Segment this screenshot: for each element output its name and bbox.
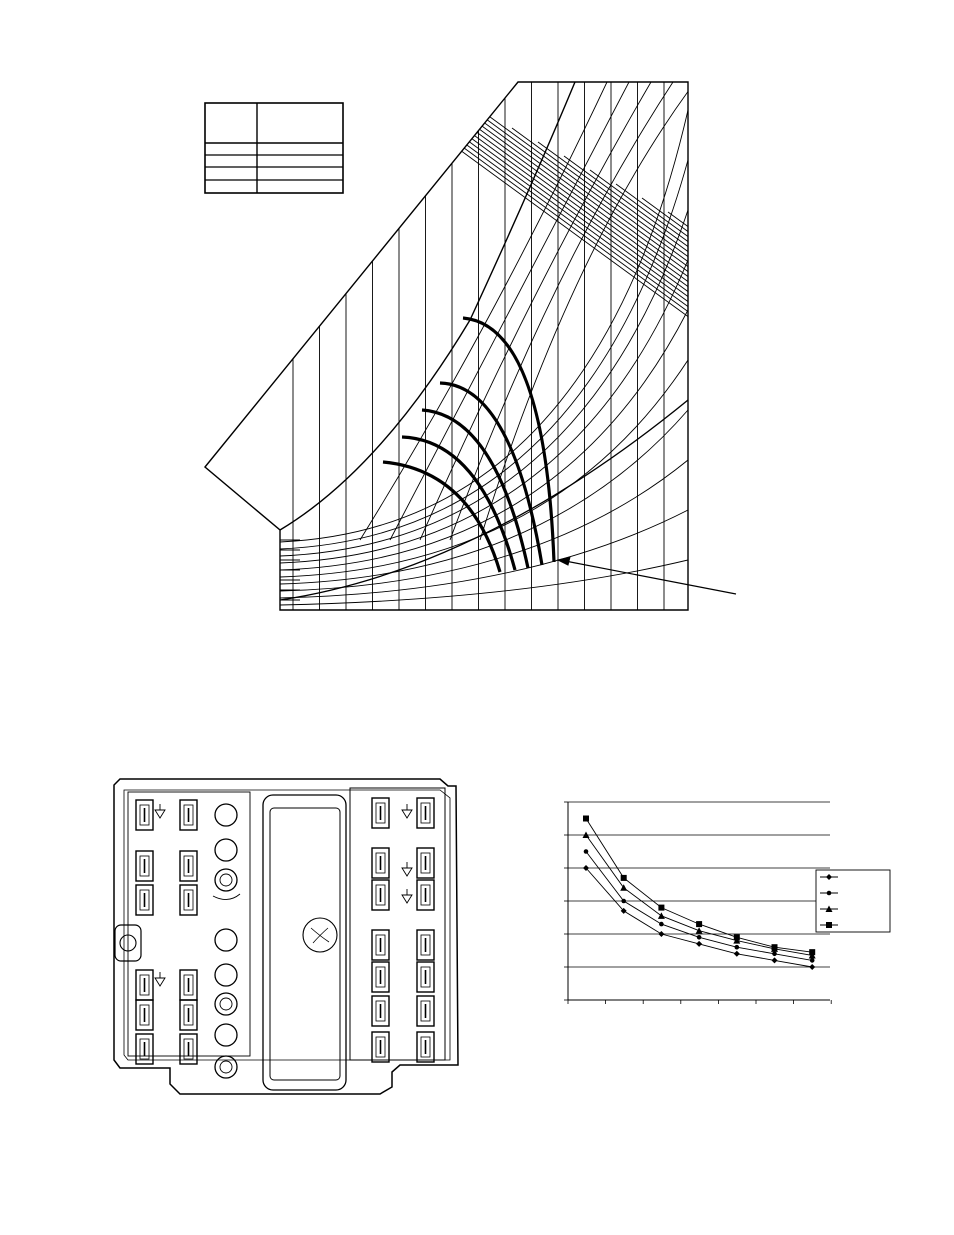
- series-1: [583, 865, 815, 970]
- right-terminal-outer: [417, 996, 434, 1026]
- left-terminal-inner: [180, 1034, 197, 1064]
- left-terminal-inner: [180, 1000, 197, 1030]
- enthalpy-line: [278, 2, 798, 382]
- legend-marker: [826, 922, 832, 928]
- series-point: [620, 884, 627, 891]
- series-point: [772, 944, 778, 950]
- screw-terminal-icon: [215, 929, 237, 951]
- process-curve-3: [422, 410, 528, 568]
- enthalpy-line: [330, 30, 850, 410]
- left-terminal: [136, 1034, 153, 1064]
- series-point: [697, 935, 702, 940]
- wet-bulb-curve: [360, 82, 607, 540]
- rotation-arrow-icon: [213, 894, 240, 900]
- right-terminal: [372, 848, 389, 878]
- right-terminal: [372, 1032, 389, 1062]
- left-terminal-inner: [180, 885, 197, 915]
- right-terminal-strip: [350, 788, 445, 1060]
- ground-arrow-icon: [402, 804, 412, 818]
- enthalpy-line: [720, 240, 954, 620]
- rh-curve: [280, 360, 688, 577]
- series-point: [696, 941, 702, 947]
- wet-bulb-curve: [480, 82, 695, 540]
- enthalpy-line: [486, 114, 954, 494]
- series-point: [696, 921, 702, 927]
- series-point: [735, 945, 740, 950]
- right-terminal-outer: [417, 848, 434, 878]
- series-point: [658, 931, 664, 937]
- screw-terminal-icon: [215, 804, 237, 826]
- enthalpy-line: [668, 212, 954, 592]
- series-point: [809, 949, 815, 955]
- comfort-arc: [280, 400, 688, 600]
- control-board: [114, 779, 458, 1094]
- right-terminal-outer: [417, 1032, 434, 1062]
- left-terminal: [136, 800, 153, 830]
- left-terminal: [136, 970, 153, 1000]
- right-terminal: [372, 880, 389, 910]
- process-curve-1: [383, 462, 500, 572]
- right-terminal: [372, 930, 389, 960]
- series-point: [584, 849, 589, 854]
- series-point: [809, 964, 815, 970]
- screw-terminal-icon: [215, 1024, 237, 1046]
- enthalpy-line: [512, 128, 954, 508]
- series-point: [621, 875, 627, 881]
- chart-outline: [205, 82, 688, 610]
- enthalpy-line: [642, 198, 954, 578]
- series-point: [772, 952, 777, 957]
- board-outline: [114, 779, 458, 1094]
- series-point: [659, 922, 664, 927]
- screw-terminal-icon: [215, 1056, 237, 1078]
- enthalpy-line: [694, 226, 954, 606]
- series-point: [658, 912, 665, 919]
- rh-curve: [280, 460, 688, 591]
- ground-arrow-icon: [155, 804, 165, 818]
- callout-arrow-head: [558, 557, 570, 565]
- enthalpy-line: [590, 170, 954, 550]
- left-terminal-inner: [180, 800, 197, 830]
- screw-terminal-icon: [215, 839, 237, 861]
- series-point: [583, 816, 589, 822]
- right-terminal: [372, 798, 389, 828]
- right-terminal: [372, 962, 389, 992]
- left-terminal: [136, 885, 153, 915]
- rh-curve: [280, 260, 688, 563]
- screw-terminal-icon: [215, 993, 237, 1015]
- enthalpy-line: [226, 0, 746, 354]
- right-terminal-outer: [417, 798, 434, 828]
- ground-arrow-icon: [402, 862, 412, 876]
- series-point: [696, 927, 703, 934]
- legend-marker: [827, 891, 832, 896]
- left-terminal-inner: [180, 851, 197, 881]
- series-point: [772, 957, 778, 963]
- line-chart: [564, 802, 890, 1004]
- enthalpy-line: [564, 156, 954, 536]
- process-curve-4: [440, 383, 542, 565]
- series-point: [658, 905, 664, 911]
- right-terminal-outer: [417, 880, 434, 910]
- right-terminal-outer: [417, 930, 434, 960]
- enthalpy-line: [356, 44, 876, 424]
- left-terminal-inner: [180, 970, 197, 1000]
- rh-curve: [280, 560, 688, 605]
- enthalpy-line: [434, 86, 954, 466]
- screw-terminal-icon: [215, 869, 237, 891]
- series-point: [734, 951, 740, 957]
- enthalpy-line: [382, 58, 902, 438]
- right-terminal: [372, 996, 389, 1026]
- right-terminal-outer: [417, 962, 434, 992]
- left-terminal: [136, 851, 153, 881]
- series-point: [810, 958, 815, 963]
- process-curve-2: [402, 437, 515, 570]
- series-point: [621, 899, 626, 904]
- rh-curve: [280, 510, 688, 598]
- psychrometric-chart: [200, 0, 954, 634]
- enthalpy-line: [746, 254, 954, 634]
- enthalpy-line: [460, 100, 954, 480]
- ground-arrow-icon: [402, 889, 412, 903]
- ground-arrow-icon: [155, 972, 165, 986]
- callout-arrow-line: [560, 560, 736, 594]
- screw-terminal-icon: [215, 964, 237, 986]
- legend-table: [205, 103, 343, 193]
- series-point: [734, 934, 740, 940]
- left-terminal: [136, 1000, 153, 1030]
